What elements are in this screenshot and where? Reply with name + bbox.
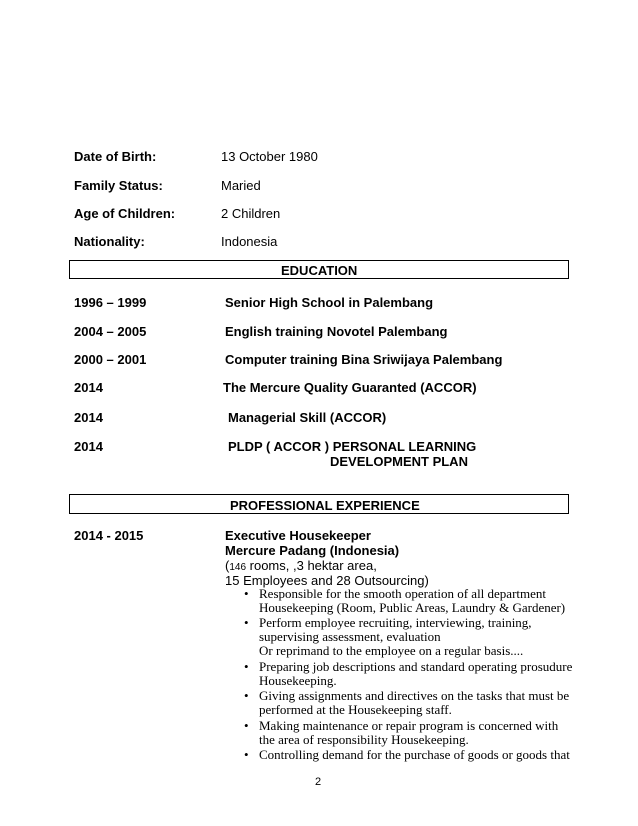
bullet-line: Giving assignments and directives on the tasks that must be xyxy=(259,688,570,703)
nationality-value: Indonesia xyxy=(221,234,278,249)
bullet-line: Preparing job descriptions and standard operating prosudure xyxy=(259,659,573,674)
exp-detail-rest: rooms, ,3 hektar area, xyxy=(246,558,377,573)
bullet-line: Housekeeping (Room, Public Areas, Laundry & Gardener) xyxy=(259,600,566,615)
dob-label: Date of Birth: xyxy=(74,149,157,164)
bullet-icon: • xyxy=(244,615,249,630)
experience-heading-band xyxy=(69,494,569,514)
edu-title-continued: DEVELOPMENT PLAN xyxy=(330,454,468,469)
exp-detail-line1 xyxy=(225,558,377,573)
edu-period: 2004 – 2005 xyxy=(74,324,147,339)
bullet-icon: • xyxy=(244,747,249,762)
exp-company: Mercure Padang (Indonesia) xyxy=(225,543,400,558)
education-heading: EDUCATION xyxy=(281,263,358,278)
bullet-icon: • xyxy=(244,688,249,703)
bullet-icon: • xyxy=(244,586,249,601)
education-heading-band xyxy=(69,260,569,279)
bullet-line: supervising assessment, evaluation xyxy=(259,629,441,644)
bullet-icon: • xyxy=(244,718,249,733)
edu-title: English training Novotel Palembang xyxy=(225,324,448,339)
children-label: Age of Children: xyxy=(74,206,176,221)
family-status-label: Family Status: xyxy=(74,178,163,193)
exp-detail-open: ( xyxy=(225,558,230,573)
exp-period: 2014 - 2015 xyxy=(74,528,144,543)
edu-period: 2014 xyxy=(74,410,103,425)
edu-title: The Mercure Quality Guaranted (ACCOR) xyxy=(223,380,477,395)
exp-rooms-count: 146 xyxy=(229,562,247,573)
experience-heading: PROFESSIONAL EXPERIENCE xyxy=(230,498,420,513)
edu-title: Computer training Bina Sriwijaya Palembang xyxy=(225,352,503,367)
edu-period: 2014 xyxy=(74,439,103,454)
bullet-line: Responsible for the smooth operation of all department xyxy=(259,586,547,601)
bullet-line: performed at the Housekeeping staff. xyxy=(259,702,452,717)
bullet-line: the area of responsibility Housekeeping. xyxy=(259,732,469,747)
edu-period: 1996 – 1999 xyxy=(74,295,147,310)
bullet-icon: • xyxy=(244,659,249,674)
bullet-line: Controlling demand for the purchase of goods or goods that xyxy=(259,747,570,762)
bullet-line: Housekeeping. xyxy=(259,673,337,688)
dob-value: 13 October 1980 xyxy=(221,149,318,164)
family-status-value: Maried xyxy=(221,178,261,193)
bullet-line: Making maintenance or repair program is concerned with xyxy=(259,718,559,733)
edu-title: Managerial Skill (ACCOR) xyxy=(228,410,387,425)
page-number: 2 xyxy=(315,776,322,788)
bullet-line: Or reprimand to the employee on a regular basis.... xyxy=(259,643,524,658)
edu-period: 2000 – 2001 xyxy=(74,352,147,367)
bullet-line: Perform employee recruiting, interviewing, training, xyxy=(259,615,532,630)
exp-detail-line2: 15 Employees and 28 Outsourcing) xyxy=(225,573,429,588)
edu-title: Senior High School in Palembang xyxy=(225,295,434,310)
nationality-label: Nationality: xyxy=(74,234,145,249)
edu-title: PLDP ( ACCOR ) PERSONAL LEARNING xyxy=(228,439,477,454)
edu-period: 2014 xyxy=(74,380,103,395)
exp-position: Executive Housekeeper xyxy=(225,528,371,543)
children-value: 2 Children xyxy=(221,206,281,221)
